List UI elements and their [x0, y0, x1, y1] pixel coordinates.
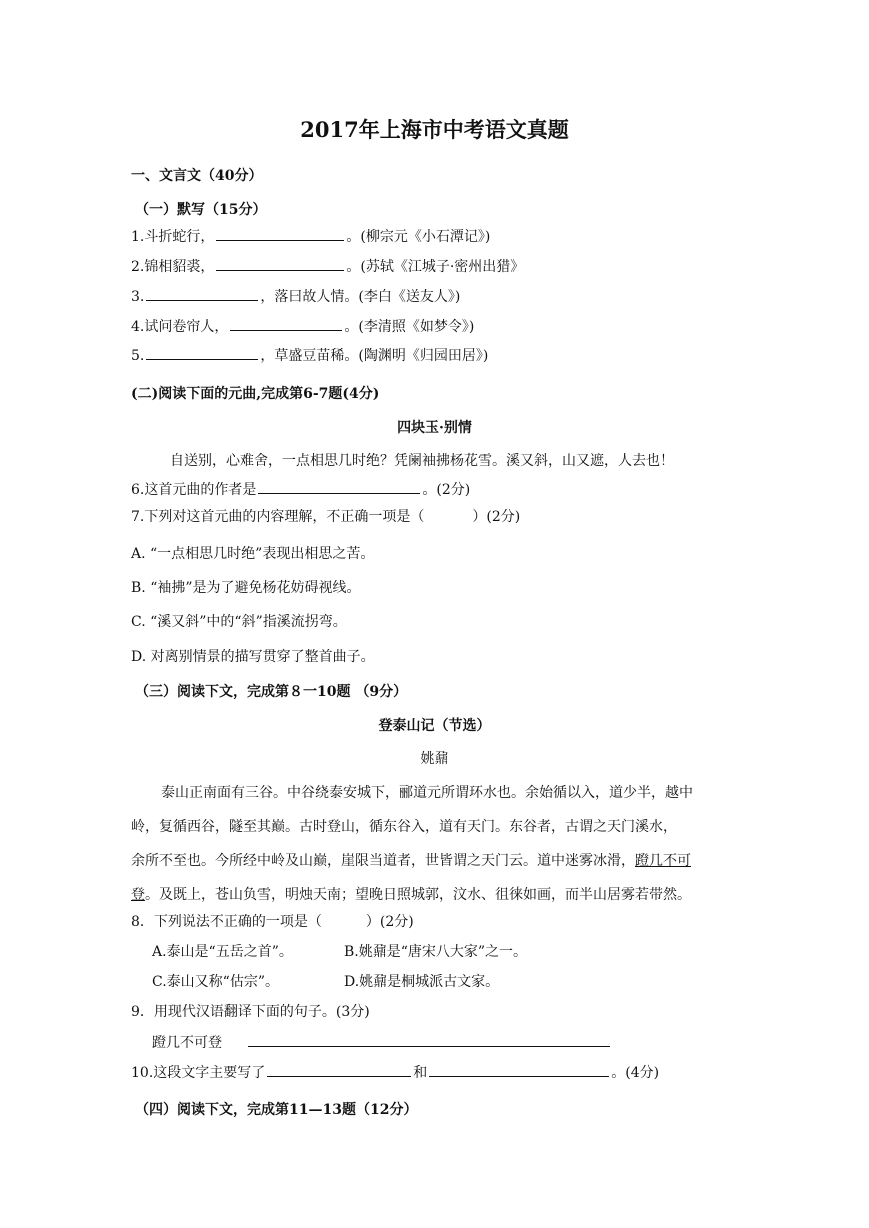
question-3-prefix: 3.: [131, 289, 145, 305]
question-9-sentence-text: 蹬几不可登: [152, 1035, 222, 1051]
question-9: 9．用现代汉语翻译下面的句子。(3分): [131, 1004, 370, 1020]
part3-heading: （三）阅读下文，完成第８一10题 （9分）: [135, 684, 408, 700]
question-4-prefix: 4.试问卷帘人，: [131, 319, 229, 335]
question-5-suffix: ，草盛豆苗稀。(陶渊明《归园田居》): [260, 348, 489, 364]
question-7-suffix: ）(2分): [472, 509, 521, 525]
page-title: 2017年上海市中考语文真题: [300, 117, 569, 142]
question-1: [131, 226, 490, 247]
article-author: 姚鼐: [420, 751, 449, 767]
question-5-prefix: 5.: [131, 348, 145, 364]
question-7: [131, 507, 520, 527]
question-2: [131, 256, 524, 277]
question-5: [131, 345, 488, 366]
option-7d: D. 对离别情景的描写贯穿了整首曲子。: [131, 649, 375, 665]
passage-line-2: 岭，复循西谷，隧至其巅。古时登山，循东谷入，道有天门。东谷者，古谓之天门溪水，: [131, 819, 677, 835]
answer-blank-6[interactable]: [258, 479, 420, 494]
passage-line-3-text: 余所不至也。今所经中岭及山巅，崖限当道者，世皆谓之天门云。道中迷雾冰滑，: [131, 853, 635, 869]
question-1-prefix: 1.斗折蛇行，: [131, 229, 215, 245]
question-3: [131, 286, 460, 307]
option-8d: D.姚鼐是桐城派古文家。: [344, 974, 500, 990]
option-7a: A. “一点相思几时绝”表现出相思之苦。: [131, 546, 375, 562]
part1-heading: （一）默写（15分）: [135, 202, 267, 218]
underlined-phrase-end: 登: [131, 887, 145, 903]
question-4-suffix: 。(李清照《如梦令》): [344, 319, 475, 335]
question-6-suffix: 。(2分): [422, 482, 471, 498]
question-8: [131, 912, 414, 932]
question-10-prefix: 10.这段文字主要写了: [131, 1065, 266, 1081]
answer-blank-4[interactable]: [230, 316, 342, 331]
question-2-suffix: 。(苏轼《江城子·密州出猎》: [346, 259, 525, 275]
section-heading-classical: 一、文言文（40分）: [131, 168, 263, 184]
answer-blank-2[interactable]: [216, 256, 344, 271]
option-8a: A.泰山是“五岳之首”。: [152, 944, 293, 960]
question-10-suffix: 。(4分): [611, 1065, 660, 1081]
passage-line-1: 泰山正南面有三谷。中谷绕泰安城下，郦道元所谓环水也。余始循以入，道少半，越中: [161, 785, 693, 801]
article-title: 登泰山记（节选）: [378, 718, 491, 734]
underlined-phrase: 蹬几不可: [635, 853, 691, 869]
question-10-middle: 和: [413, 1065, 428, 1081]
answer-blank-1[interactable]: [216, 226, 344, 241]
poem-title: 四块玉·别情: [397, 420, 472, 436]
question-7-prefix: 7.下列对这首元曲的内容理解，不正确一项是（: [131, 509, 425, 525]
question-2-prefix: 2.锦相貂裘，: [131, 259, 215, 275]
question-6-prefix: 6.这首元曲的作者是: [131, 482, 257, 498]
answer-blank-5[interactable]: [146, 345, 258, 360]
option-7c: C. “溪又斜”中的“斜”指溪流拐弯。: [131, 614, 347, 630]
passage-line-3: [131, 851, 741, 871]
option-8c: C.泰山又称“估宗”。: [152, 974, 279, 990]
question-8-prefix: 8．下列说法不正确的一项是（: [131, 914, 322, 930]
answer-blank-3[interactable]: [146, 286, 258, 301]
answer-blank-10b[interactable]: [429, 1062, 609, 1077]
question-9-sentence: [152, 1032, 612, 1053]
question-10: [131, 1062, 659, 1083]
passage-line-4-text: 。及既上，苍山负雪，明烛天南；望晚日照城郭，汶水、徂徕如画，而半山居雾若带然。: [145, 887, 691, 903]
question-6: [131, 479, 470, 500]
question-4: [131, 316, 474, 337]
option-7b: B. “袖拂”是为了避免杨花妨碍视线。: [131, 580, 361, 596]
part2-heading: (二)阅读下面的元曲,完成第6-7题(4分): [131, 386, 380, 402]
question-1-suffix: 。(柳宗元《小石潭记》): [346, 229, 491, 245]
question-8-suffix: ）(2分): [365, 914, 414, 930]
part4-heading: （四）阅读下文，完成第11—13题（12分）: [135, 1102, 418, 1118]
option-8b: B.姚鼐是“唐宋八大家”之一。: [344, 944, 528, 960]
answer-blank-9[interactable]: [248, 1032, 610, 1047]
poem-text: 自送别，心难舍，一点相思几时绝？凭阑袖拂杨花雪。溪又斜，山又遮，人去也！: [170, 453, 674, 469]
question-3-suffix: ，落曰故人情。(李白《送友人》): [260, 289, 461, 305]
answer-blank-10a[interactable]: [267, 1062, 411, 1077]
passage-line-4: [131, 885, 741, 905]
